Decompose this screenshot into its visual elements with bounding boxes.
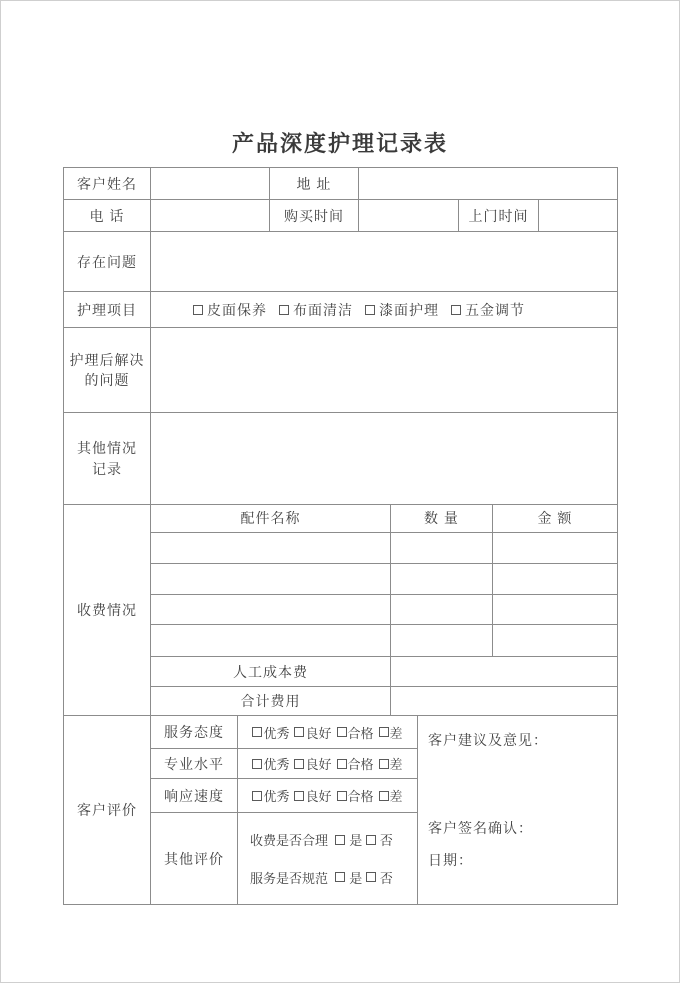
- amount-field[interactable]: [493, 595, 617, 625]
- rating-excellent[interactable]: 优秀: [252, 723, 289, 742]
- criterion-professional-label: 专业水平: [151, 749, 238, 778]
- care-items-label: 护理项目: [64, 292, 151, 327]
- checkbox-icon[interactable]: [335, 835, 345, 845]
- attitude-rating-options: [238, 716, 417, 748]
- quantity-field[interactable]: [391, 625, 493, 656]
- signature-label: 客户签名确认：: [428, 820, 533, 836]
- checkbox-icon[interactable]: [337, 791, 347, 801]
- total-cost-field[interactable]: [391, 687, 617, 715]
- charges-header-row: [151, 505, 617, 533]
- evaluation-row-other: [151, 813, 417, 904]
- checkbox-icon[interactable]: [294, 791, 304, 801]
- care-option-fabric[interactable]: 布面清洁: [279, 300, 353, 320]
- row-customer-name: [64, 168, 617, 200]
- fee-reasonable-question: 收费是否合理 是 否: [250, 833, 393, 849]
- evaluation-label: 客户评价: [64, 716, 151, 904]
- section-charges: [64, 505, 617, 716]
- row-other-notes: [64, 413, 617, 505]
- labor-cost-label: 人工成本费: [151, 657, 391, 686]
- solved-problems-label: 护理后解决 的问题: [64, 328, 151, 412]
- rating-pass[interactable]: 合格: [337, 786, 374, 805]
- checkbox-icon[interactable]: [337, 727, 347, 737]
- evaluation-row-professional: [151, 749, 417, 779]
- solved-problems-field[interactable]: [151, 328, 617, 412]
- charges-label: 收费情况: [64, 505, 151, 715]
- existing-problems-label: 存在问题: [64, 232, 151, 291]
- rating-poor[interactable]: 差: [379, 786, 403, 805]
- part-name-field[interactable]: [151, 595, 391, 625]
- checkbox-icon[interactable]: [379, 759, 389, 769]
- page-title: 产品深度护理记录表: [231, 131, 448, 156]
- quantity-field[interactable]: [391, 533, 493, 563]
- professional-rating-options: [238, 749, 417, 778]
- existing-problems-field[interactable]: [151, 232, 617, 291]
- labor-cost-field[interactable]: [391, 657, 617, 686]
- other-evaluation-label: 其他评价: [151, 813, 238, 904]
- checkbox-icon[interactable]: [366, 872, 376, 882]
- checkbox-icon[interactable]: [379, 791, 389, 801]
- purchase-time-field[interactable]: [359, 200, 459, 231]
- row-phone-times: [64, 200, 617, 232]
- quantity-field[interactable]: [391, 595, 493, 625]
- suggestions-label: 客户建议及意见：: [428, 732, 548, 748]
- other-evaluation-questions: [238, 813, 417, 904]
- customer-notes-area[interactable]: [418, 716, 617, 904]
- address-field[interactable]: [359, 168, 617, 199]
- total-cost-row: [151, 687, 617, 715]
- checkbox-icon[interactable]: [337, 759, 347, 769]
- care-record-table: [63, 167, 618, 905]
- amount-field[interactable]: [493, 625, 617, 656]
- rating-pass[interactable]: 合格: [337, 754, 374, 773]
- rating-poor[interactable]: 差: [379, 754, 403, 773]
- evaluation-row-response: [151, 779, 417, 813]
- purchase-time-label: 购买时间: [270, 200, 359, 231]
- service-standard-question: 服务是否规范 是 否: [250, 870, 393, 886]
- labor-cost-row: [151, 657, 617, 687]
- checkbox-icon[interactable]: [379, 727, 389, 737]
- checkbox-icon[interactable]: [294, 727, 304, 737]
- response-rating-options: [238, 779, 417, 812]
- amount-header: 金 额: [537, 510, 573, 527]
- checkbox-icon[interactable]: [193, 305, 203, 315]
- checkbox-icon[interactable]: [294, 759, 304, 769]
- date-label: 日期：: [428, 852, 473, 868]
- phone-field[interactable]: [151, 200, 270, 231]
- checkbox-icon[interactable]: [365, 305, 375, 315]
- part-name-field[interactable]: [151, 564, 391, 594]
- rating-excellent[interactable]: 优秀: [252, 786, 289, 805]
- checkbox-icon[interactable]: [252, 727, 262, 737]
- checkbox-icon[interactable]: [252, 791, 262, 801]
- quantity-header: 数 量: [391, 505, 493, 532]
- checkbox-icon[interactable]: [252, 759, 262, 769]
- checkbox-icon[interactable]: [279, 305, 289, 315]
- other-notes-field[interactable]: [151, 413, 617, 504]
- rating-good[interactable]: 良好: [294, 754, 331, 773]
- checkbox-icon[interactable]: [366, 835, 376, 845]
- rating-good[interactable]: 良好: [294, 786, 331, 805]
- checkbox-icon[interactable]: [451, 305, 461, 315]
- row-existing-problems: [64, 232, 617, 292]
- rating-good[interactable]: 良好: [294, 723, 331, 742]
- customer-name-field[interactable]: [151, 168, 270, 199]
- criterion-response-label: 响应速度: [151, 779, 238, 812]
- care-option-paint[interactable]: 漆面护理: [365, 300, 439, 320]
- care-items-options: [151, 292, 617, 327]
- charge-row: [151, 564, 617, 595]
- row-care-items: [64, 292, 617, 328]
- part-name-field[interactable]: [151, 625, 391, 656]
- amount-field[interactable]: [493, 564, 617, 594]
- checkbox-icon[interactable]: [335, 872, 345, 882]
- criterion-attitude-label: 服务态度: [151, 716, 238, 748]
- part-name-field[interactable]: [151, 533, 391, 563]
- charge-row: [151, 625, 617, 657]
- total-cost-label: 合计费用: [151, 687, 391, 715]
- charges-table: [151, 505, 617, 715]
- care-option-hardware[interactable]: 五金调节: [451, 300, 525, 320]
- charge-row: [151, 533, 617, 564]
- rating-excellent[interactable]: 优秀: [252, 754, 289, 773]
- customer-name-label: 客户姓名: [64, 168, 151, 199]
- evaluation-table: [151, 716, 418, 904]
- section-evaluation: [64, 716, 617, 904]
- quantity-field[interactable]: [391, 564, 493, 594]
- row-solved-problems: [64, 328, 617, 413]
- visit-time-field[interactable]: [539, 200, 617, 231]
- parts-name-header: 配件名称: [151, 505, 391, 532]
- evaluation-row-attitude: [151, 716, 417, 749]
- rating-pass[interactable]: 合格: [337, 723, 374, 742]
- amount-field[interactable]: [493, 533, 617, 563]
- phone-label: 电 话: [64, 200, 151, 231]
- charge-row: [151, 595, 617, 626]
- rating-poor[interactable]: 差: [379, 723, 403, 742]
- care-option-leather[interactable]: 皮面保养: [193, 300, 267, 320]
- visit-time-label: 上门时间: [459, 200, 539, 231]
- other-notes-label: 其他情况 记录: [64, 413, 151, 504]
- address-label: 地 址: [270, 168, 359, 199]
